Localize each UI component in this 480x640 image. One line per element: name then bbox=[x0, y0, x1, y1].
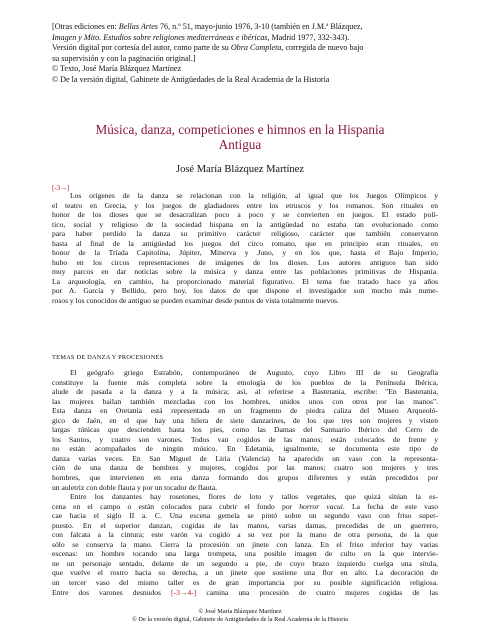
text-line: ne un personaje sentado, delante de un segundo a pie, de cuyo brazo izquierdo cuelga una sítula, bbox=[52, 558, 438, 568]
text-line: El geógrafo griego Estrabón, contemporáneo de Augusto, cuyo Libro III de su Geografía bbox=[70, 368, 438, 377]
edition-line-2 bbox=[52, 33, 438, 44]
text-line: un tercer vaso del mismo taller es de gran importancia por su posible significación religiosa. bbox=[52, 578, 438, 588]
text-line: rosos y los conocidos de antiguo se pueden examinar desde puntos de vista totalmente nuevos. bbox=[52, 296, 340, 306]
copyright-text: © Texto, José María Blázquez Martínez bbox=[52, 64, 182, 74]
edition-text: 76, n.º 51, mayo-junio 1976, 3-10 (también en J.M.ª Blázquez, bbox=[157, 22, 363, 31]
text-line: que vuelve el rostro hacia su derecha, a un jinete que sostiene una flor en alto. La decoración de bbox=[52, 568, 438, 578]
page-footer bbox=[0, 608, 480, 624]
edition-line-3 bbox=[52, 43, 438, 54]
copyright-digital: © De la versión digital, Gabinete de Antigüedades de la Real Academia de la Historia bbox=[52, 74, 330, 84]
text-line: no están acompañados de ningún músico. En Edetania, igualmente, se documenta este tipo de bbox=[52, 444, 438, 454]
text-line: alude de pasada a la danza y a la música; así, al referirse a Bastetania, escribe: "En Bastetania, bbox=[52, 387, 438, 397]
text-line: con falcata a la cintura; este varón va cogido a su vez por la mano de otra persona, de la que bbox=[52, 530, 438, 540]
paragraph-2 bbox=[52, 368, 438, 597]
edition-line-1 bbox=[52, 22, 438, 33]
paragraph-1 bbox=[52, 191, 438, 306]
journal-title: Bellas Artes bbox=[118, 22, 158, 31]
text-line: honor de la Tríada Capitolina, Júpiter, Minerva y Juno, y en los que, hasta el Bajo Imperio, bbox=[52, 248, 438, 258]
text-fragment: camina una procesión de cuatro mujeres cogidas de las bbox=[196, 587, 439, 597]
text-line: gico de Jaén, en el que hay una hilera de siete danzarines, de los que tres son mujeres y visten bbox=[52, 415, 438, 425]
page-marker-inline[interactable]: [-3→4-] bbox=[171, 587, 197, 597]
text-fragment: Entre dos varones desnudos bbox=[52, 587, 172, 597]
edition-notice bbox=[52, 22, 438, 86]
edition-line-4: su supervisión y con la paginación original.] bbox=[52, 53, 196, 63]
collection-title: Obra Completa bbox=[230, 43, 282, 53]
title-line: Antigua bbox=[218, 137, 262, 152]
text-line: sólo se conserva la mano. Cierra la procesión un jinete con lanza. En el friso inferior hay varias bbox=[52, 539, 438, 549]
text-line: La arqueología, en cambio, ha proporcionado material figurativo. El tema fue tratado hace ya años bbox=[52, 276, 438, 286]
text-line: largas túnicas que descienden hasta los pies, como las Damas del Santuario Ibérico del Cerro de bbox=[52, 425, 438, 435]
text-fragment: . La fecha de este vaso bbox=[342, 501, 438, 511]
text-line: danza varias veces. En San Miguel de Liria (Valencia) ha aparecido un vaso con la representa- bbox=[52, 453, 438, 463]
article-title bbox=[60, 122, 420, 152]
text-line: por A. García y Bellido, pero hoy, los datos de que dispone el investigador son mucho más nume- bbox=[52, 286, 438, 296]
text-line: Los orígenes de la danza se relacionan con la religión, al igual que los Juegos Olímpicos y bbox=[70, 191, 438, 200]
text-line: cae hacia el siglo II a. C. Una escena gemela se pintó sobre un segundo vaso con friso super- bbox=[52, 511, 438, 521]
text-line: hasta al final de la antigüedad los juegos del circo romano, que en principio eran rituales, en bbox=[52, 238, 438, 248]
text-line: Entre los danzantes hay rosetones, flores de loto y tallos vegetales, que quizá sitúan la es- bbox=[70, 492, 438, 502]
text-line: puesto. En el superior danzan, cogidas de las manos, varias damas, precedidas de un guerrero, bbox=[52, 520, 438, 530]
text-line: tico, social y religioso de la sociedad hispana en la antigüedad no estaba tan evolucionado como bbox=[52, 219, 438, 229]
page-marker[interactable]: [-3→] bbox=[52, 184, 70, 192]
article-author: José María Blázquez Martínez bbox=[176, 164, 304, 175]
text-fragment: cena en el campo o están colocados para cubrir el fondo por bbox=[52, 501, 300, 511]
text-line: honor de los dioses que se desacralizan poco a poco y se convierten en juegos. El estado polí- bbox=[52, 210, 438, 220]
edition-text: , corregida de nuevo bajo bbox=[281, 43, 364, 53]
text-line: ción de una danza de hombres y mujeres, cogidos por las manos; cuatro son mujeres y tres bbox=[52, 463, 438, 473]
edition-text: [Otras ediciones en: bbox=[52, 22, 119, 31]
title-line: Música, danza, competiciones e himnos en la Hispania bbox=[95, 122, 385, 137]
footer-copyright-digital: © De la versión digital, Gabinete de Antigüedades de la Real Academia de la Historia bbox=[132, 616, 348, 623]
text-line: para haber perdido la danza su primitivo carácter religioso, carácter que también conservaron bbox=[52, 229, 438, 239]
text-line: los Santos, y cuatro son varones. Todos van cogidos de las manos; están colocados de frente y bbox=[52, 434, 438, 444]
text-line: escenas: un hombre tocando una larga trompeta, una posible imagen de culto en la que intervie- bbox=[52, 549, 438, 559]
footer-copyright-text: © José María Blázquez Martínez bbox=[198, 608, 282, 615]
text-line: muy parcos en dar noticias sobre la música y danza entre las poblaciones primitivas de Hispania. bbox=[52, 267, 438, 277]
edition-text: , Madrid 1977, 332-343). bbox=[267, 32, 350, 42]
text-line: el teatro en Grecia, y los juegos de gladiadores entre los etruscos y los romanos. Son rituales en bbox=[52, 200, 438, 210]
text-line: constituye la fuente más completa sobre la etnología de los pueblos de la Península Ibérica, bbox=[52, 377, 438, 387]
text-line bbox=[52, 588, 438, 598]
book-title: Imagen y Mito. Estudios sobre religiones mediterráneas e ibéricas bbox=[52, 32, 268, 42]
latin-phrase: horror vacui bbox=[299, 501, 343, 511]
text-line: Esta danza en Oretania está representada en un fragmento de piedra caliza del Museo Arqueoló- bbox=[52, 406, 438, 416]
text-line bbox=[52, 502, 438, 512]
edition-text: Versión digital por cortesía del autor, como parte de su bbox=[52, 43, 231, 53]
text-line: hubo en los circos representaciones de imágenes de los dioses. Los autores antiguos han sido bbox=[52, 257, 438, 267]
text-line: las mujeres bailan también mezcladas con los hombres, unidos unos con otros por las manos". bbox=[52, 396, 438, 406]
text-line: un auletriz con doble flauta y por un tocador de flauta. bbox=[52, 482, 218, 492]
text-line: hombres, que intervienen en esta danza formando dos grupos diferentes y están precedidos por bbox=[52, 473, 438, 483]
section-heading: TEMAS DE DANZA Y PROCESIONES bbox=[52, 354, 164, 361]
